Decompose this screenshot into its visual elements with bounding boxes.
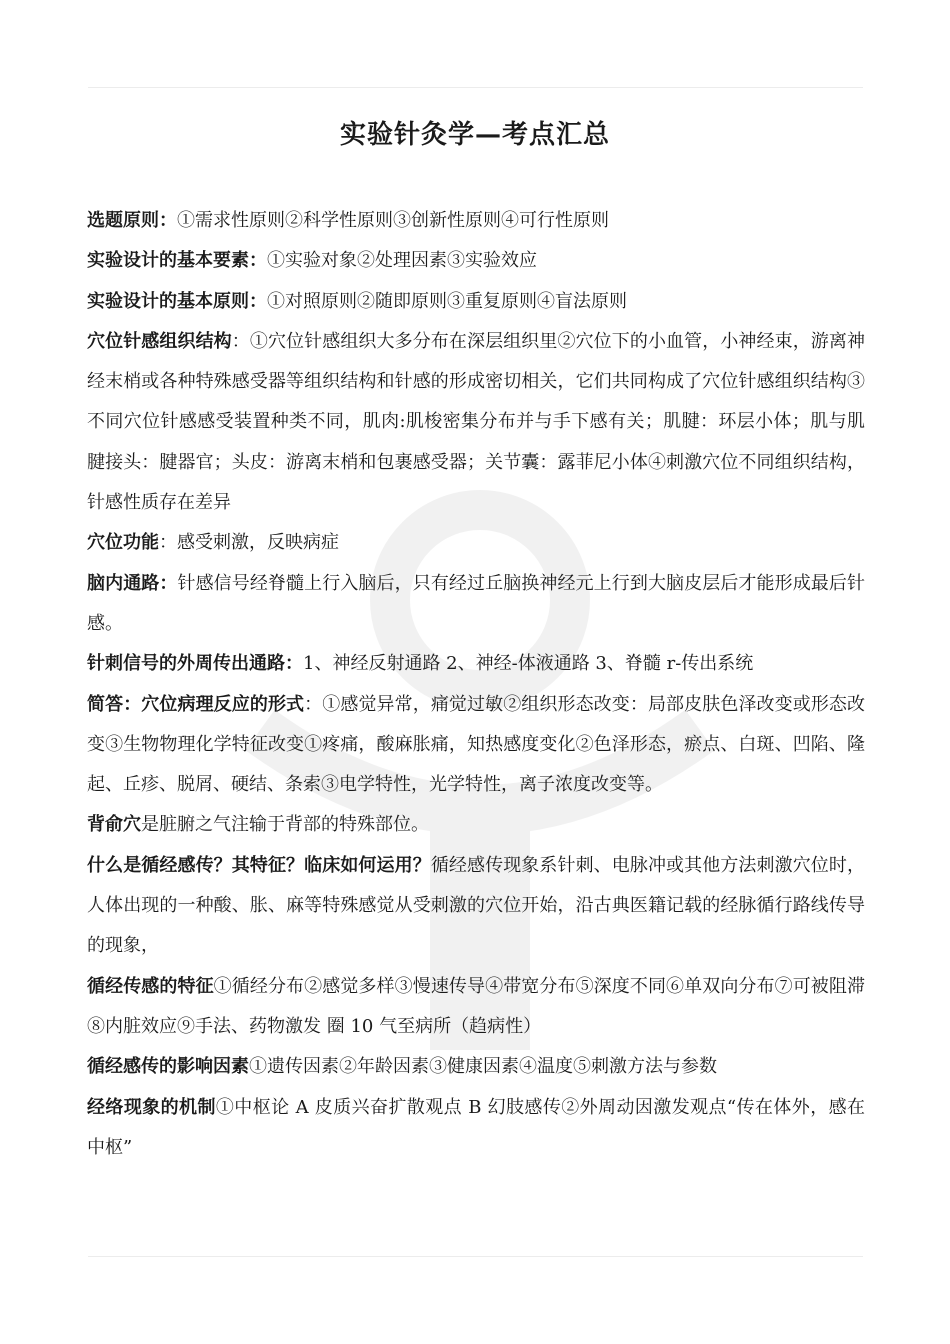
paragraph-back-shu-point	[87, 805, 865, 845]
paragraph-text: ：①穴位针感组织大多分布在深层组织里②穴位下的小血管，小神经束，游离神经末梢或各种特殊感受器等组织结构和针感的形成密切相关，它们共同构成了穴位针感组织结构③不同穴位针感感受装置种类不同，肌肉:肌梭密集分布并与手下感有关；肌腱：环层小体；肌与肌腱接头：腱器官；头皮：游离末梢和包裹感受器；关节囊：露菲尼小体④刺激穴位不同组织结构，针感性质存在差异	[87, 330, 866, 514]
paragraph-brain-pathway	[87, 564, 865, 645]
top-divider	[88, 87, 863, 88]
paragraph-text: ：感受刺激，反映病症	[159, 532, 339, 554]
paragraph-text: 针感信号经脊髓上行入脑后，只有经过丘脑换神经元上行到大脑皮层后才能形成最后针感。	[87, 572, 866, 634]
paragraph-text: ①中枢论 A 皮质兴奋扩散观点 B 幻肢感传②外周动因激发观点“传在体外，感在中枢”	[87, 1096, 866, 1158]
paragraph-text: ①遗传因素②年龄因素③健康因素④温度⑤刺激方法与参数	[249, 1056, 717, 1078]
paragraph-acupoint-structure	[87, 322, 865, 523]
paragraph-text: ：①感觉异常，痛觉过敏②组织形态改变：局部皮肤色泽改变或形态改变③生物物理化学特征改变①疼痛，酸麻胀痛，知热感度变化②色泽形态，瘀点、白斑、凹陷、隆起、丘疹、脱屑、硬结、条索③电学特性，光学特性，离子浓度改变等。	[87, 693, 866, 796]
paragraph-meridian-mechanism	[87, 1088, 865, 1169]
paragraph-meridian-sensation	[87, 846, 865, 967]
paragraph-label: 背俞穴	[87, 814, 141, 836]
bottom-divider	[88, 1256, 863, 1257]
paragraph-design-principles	[87, 282, 865, 322]
paragraph-label: 穴位针感组织结构	[87, 330, 232, 352]
paragraph-label: 脑内通路：	[87, 572, 178, 594]
paragraph-label: 实验设计的基本原则：	[87, 290, 267, 312]
paragraph-label: 穴位功能	[87, 532, 159, 554]
document-title: 实验针灸学—考点汇总	[339, 120, 610, 150]
paragraph-label: 针刺信号的外周传出通路：	[87, 653, 303, 675]
paragraph-text: ①对照原则②随即原则③重复原则④盲法原则	[267, 290, 627, 312]
paragraph-label: 循经传感的特征	[87, 975, 214, 997]
paragraph-label: 循经感传的影响因素	[87, 1056, 249, 1078]
paragraph-label: 什么是循经感传？其特征？临床如何运用？	[87, 854, 431, 876]
paragraph-efferent-pathway	[87, 644, 865, 684]
document-body	[87, 201, 865, 1168]
paragraph-label: 实验设计的基本要素：	[87, 250, 267, 272]
paragraph-label: 选题原则：	[87, 210, 177, 231]
paragraph-acupoint-function	[87, 523, 865, 563]
paragraph-label: 经络现象的机制	[87, 1096, 216, 1118]
paragraph-text: ①需求性原则②科学性原则③创新性原则④可行性原则	[177, 210, 609, 231]
paragraph-text: ①实验对象②处理因素③实验效应	[267, 250, 537, 272]
paragraph-topic-principles	[87, 201, 865, 241]
paragraph-influencing-factors	[87, 1047, 865, 1087]
paragraph-text: 循经感传现象系针刺、电脉冲或其他方法刺激穴位时，人体出现的一种酸、胀、麻等特殊感觉从受刺激的穴位开始，沿古典医籍记载的经脉循行路线传导的现象，	[87, 854, 866, 957]
paragraph-label: 简答：穴位病理反应的形式	[87, 693, 305, 715]
paragraph-pathological-reaction	[87, 685, 865, 806]
paragraph-text: 是脏腑之气注输于背部的特殊部位。	[141, 814, 429, 836]
paragraph-text: 1、神经反射通路 2、神经-体液通路 3、脊髓 r-传出系统	[303, 653, 754, 675]
paragraph-sensation-features	[87, 967, 865, 1048]
paragraph-design-elements	[87, 241, 865, 281]
paragraph-text: ①循经分布②感觉多样③慢速传导④带宽分布⑤深度不同⑥单双向分布⑦可被阻滞⑧内脏效应⑨手法、药物激发 圈 10 气至病所（趋病性）	[87, 975, 866, 1037]
